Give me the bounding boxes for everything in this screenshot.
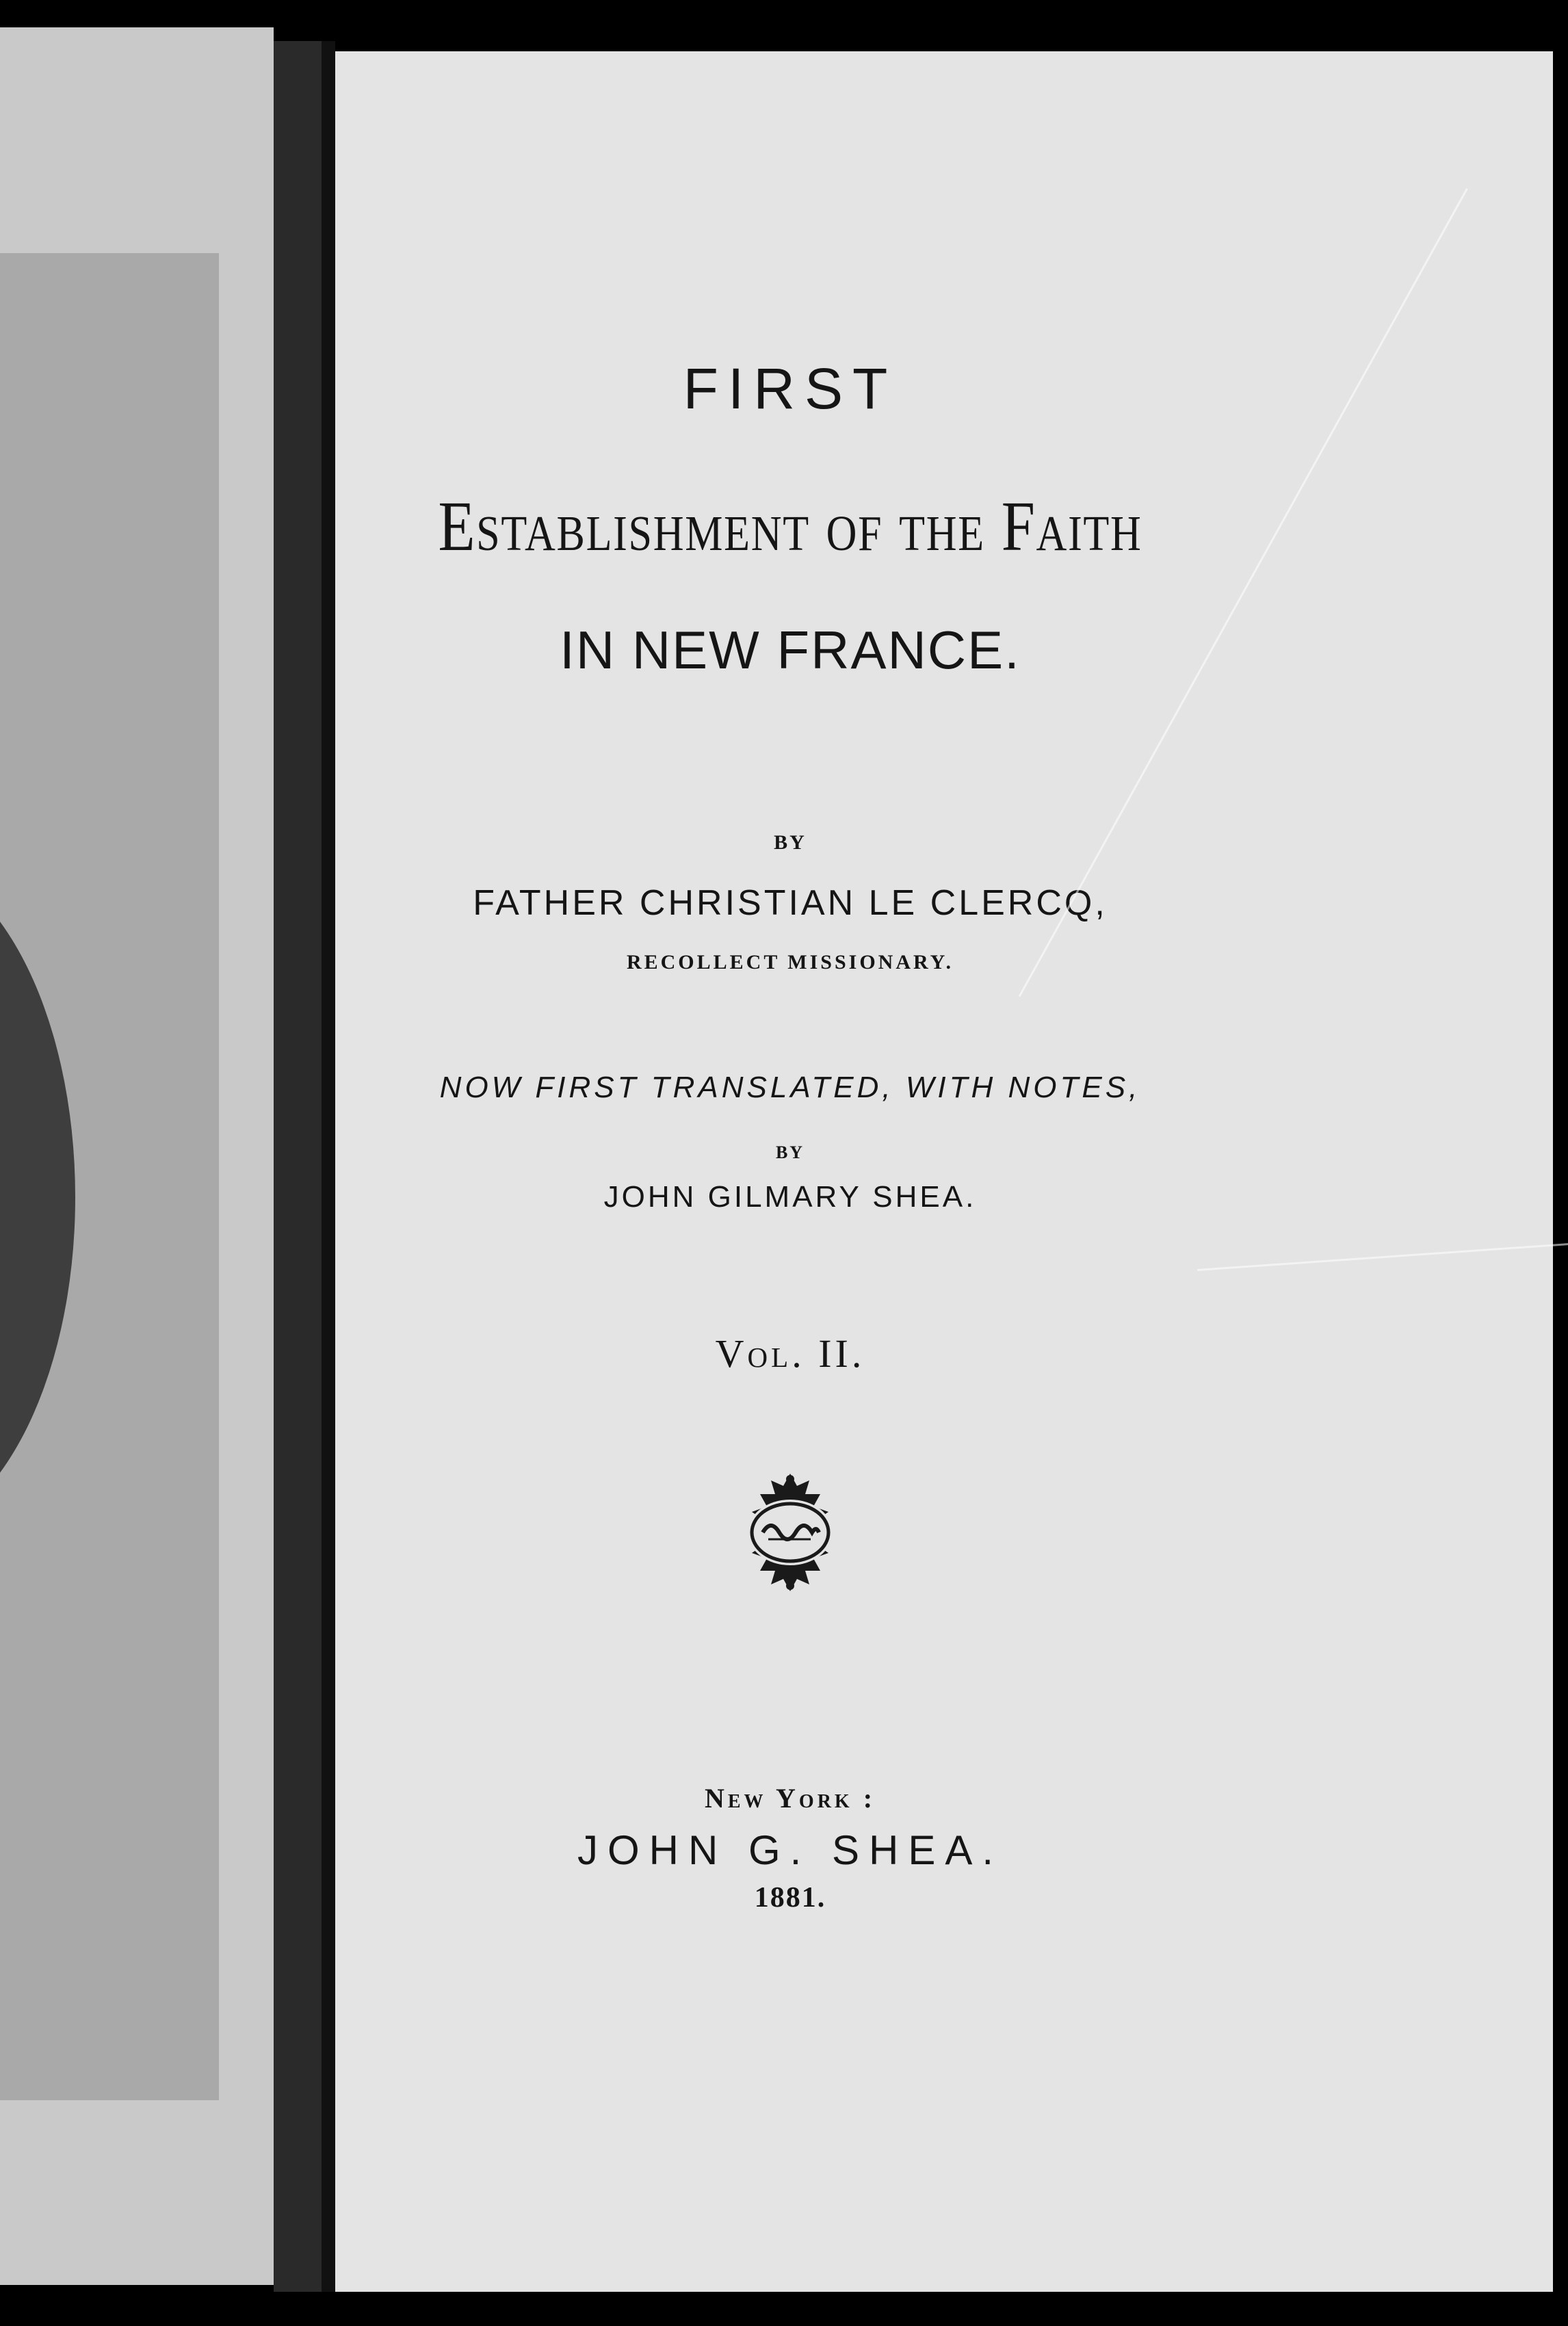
author-role: RECOLLECT MISSIONARY. bbox=[626, 951, 954, 973]
title-page bbox=[335, 51, 1553, 2292]
by-label-author: BY bbox=[774, 831, 807, 854]
publisher-name: JOHN G. SHEA. bbox=[577, 1827, 1004, 1873]
translator-name: JOHN GILMARY SHEA. bbox=[603, 1180, 977, 1214]
facing-page bbox=[0, 27, 274, 2285]
scan-scratch bbox=[1019, 188, 1468, 997]
translation-note: NOW FIRST TRANSLATED, WITH NOTES, bbox=[439, 1071, 1141, 1104]
scan-scratch bbox=[1197, 1242, 1568, 1271]
frontispiece-plate bbox=[0, 253, 219, 2100]
title-first: FIRST bbox=[683, 356, 898, 421]
publication-year: 1881. bbox=[754, 1882, 826, 1913]
publisher-device-icon bbox=[729, 1471, 852, 1594]
title-main: Establishment of the Faith bbox=[438, 487, 1142, 566]
imprint-place: New York : bbox=[704, 1783, 876, 1814]
author-name: FATHER CHRISTIAN LE CLERCQ, bbox=[473, 883, 1108, 923]
page-edge bbox=[322, 41, 335, 2292]
by-label-translator: BY bbox=[775, 1142, 805, 1162]
portrait-oval-image bbox=[0, 855, 75, 1539]
volume-number: Vol. II. bbox=[715, 1331, 865, 1376]
title-place: IN NEW FRANCE. bbox=[560, 620, 1021, 680]
